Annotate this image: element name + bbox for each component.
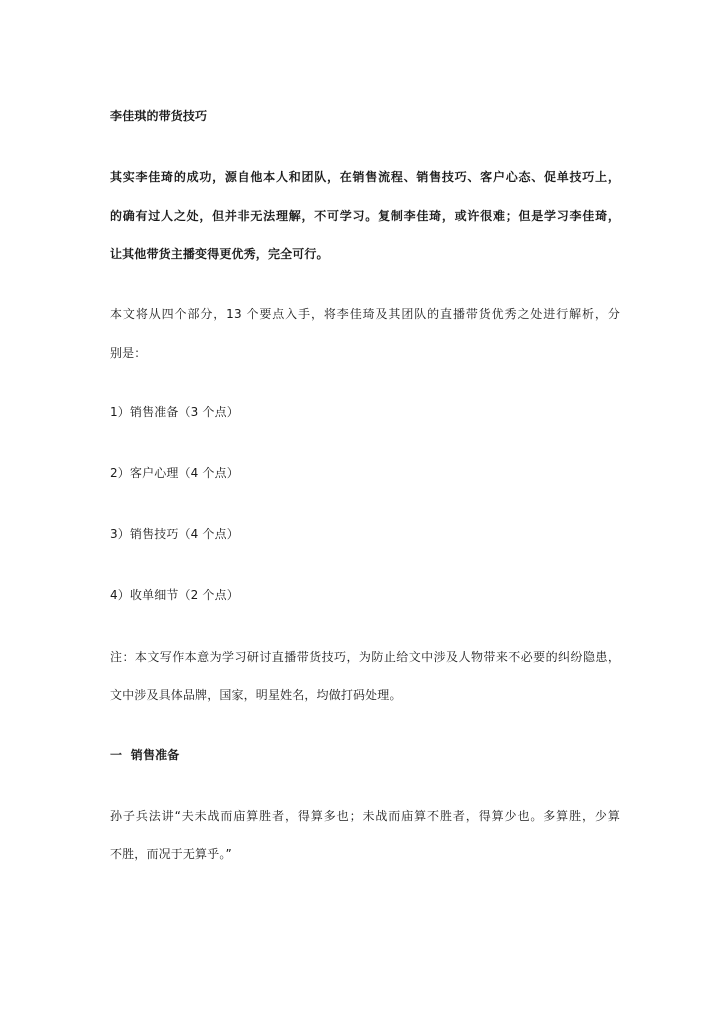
part-item-4: 4）收单细节（2 个点） [110, 588, 239, 602]
overview-line-1: 本文将从四个部分，13 个要点入手，将李佳琦及其团队的直播带货优秀之处进行解析，分 [110, 307, 620, 321]
overview-line-2: 别是： [110, 346, 147, 360]
intro-line-3: 让其他带货主播变得更优秀，完全可行。 [110, 247, 329, 261]
part-item-2: 2）客户心理（4 个点） [110, 466, 239, 480]
note-line-1: 注：本文写作本意为学习研讨直播带货技巧，为防止给文中涉及人物带来不必要的纠纷隐患， [110, 650, 620, 664]
document-title: 李佳琪的带货技巧 [110, 109, 208, 123]
part-item-1: 1）销售准备（3 个点） [110, 405, 239, 419]
part-item-3: 3）销售技巧（4 个点） [110, 527, 239, 541]
quote-line-1: 孙子兵法讲“夫未战而庙算胜者，得算多也；未战而庙算不胜者，得算少也。多算胜，少算 [110, 809, 620, 823]
note-line-2: 文中涉及具体品牌，国家，明星姓名，均做打码处理。 [110, 688, 402, 702]
quote-line-2: 不胜，而况于无算乎。” [110, 847, 232, 861]
section-heading: 一 销售准备 [110, 748, 180, 762]
intro-line-1: 其实李佳琦的成功，源自他本人和团队，在销售流程、销售技巧、客户心态、促单技巧上， [110, 170, 620, 184]
intro-line-2: 的确有过人之处，但并非无法理解，不可学习。复制李佳琦，或许很难；但是学习李佳琦， [110, 209, 620, 223]
